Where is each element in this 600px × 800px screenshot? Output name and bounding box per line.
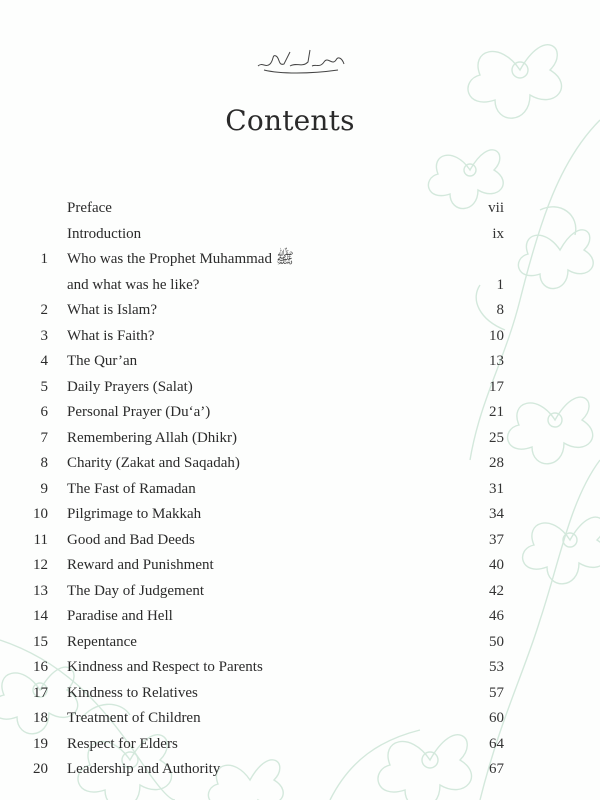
toc-chapter-title: Kindness and Respect to Parents <box>67 659 263 675</box>
toc-entry[interactable] <box>0 426 600 452</box>
toc-chapter-title: Paradise and Hell <box>67 608 173 624</box>
toc-chapter-number: 3 <box>40 327 48 344</box>
toc-entry[interactable] <box>0 681 600 707</box>
toc-page-number: 53 <box>489 659 504 675</box>
toc-entry[interactable] <box>0 349 600 375</box>
toc-chapter-number: 15 <box>33 633 48 650</box>
toc-chapter-number: 4 <box>40 353 48 369</box>
page-title: Contents <box>225 104 355 137</box>
toc-entry[interactable] <box>0 579 600 605</box>
toc-page-number: 60 <box>489 710 504 726</box>
toc-page-number: 13 <box>489 353 504 369</box>
toc-page-number: 21 <box>489 404 504 420</box>
toc-page-number: 34 <box>489 506 504 522</box>
toc-chapter-title: Good and Bad Deeds <box>67 531 195 548</box>
toc-entry[interactable] <box>0 502 600 528</box>
toc-page-number: 31 <box>489 480 504 497</box>
toc-entry[interactable] <box>0 273 600 299</box>
toc-chapter-title: Personal Prayer (Du‘a’) <box>67 404 211 420</box>
toc-page-number: 1 <box>496 276 504 293</box>
toc-entry[interactable] <box>0 655 600 681</box>
toc-chapter-number: 20 <box>33 761 48 777</box>
toc-page-number: 10 <box>489 327 504 344</box>
toc-page-number: vii <box>488 200 504 216</box>
toc-chapter-number: 5 <box>40 378 48 395</box>
toc-chapter-number: 9 <box>40 480 48 497</box>
toc-entry[interactable] <box>0 400 600 426</box>
toc-chapter-number: 13 <box>33 582 48 599</box>
toc-chapter-number: 19 <box>33 735 48 752</box>
toc-entry[interactable] <box>0 222 600 248</box>
toc-page-number: 8 <box>496 302 504 318</box>
toc-page-number: 64 <box>489 735 504 752</box>
toc-page-number: 40 <box>489 557 504 573</box>
toc-chapter-number: 10 <box>33 506 48 522</box>
toc-chapter-title: What is Islam? <box>67 302 157 318</box>
toc-entry[interactable] <box>0 477 600 503</box>
toc-entry[interactable] <box>0 604 600 630</box>
toc-chapter-number: 7 <box>40 429 48 446</box>
toc-chapter-title: Pilgrimage to Makkah <box>67 506 202 522</box>
toc-chapter-number: 12 <box>33 557 48 573</box>
toc-chapter-title: Leadership and Authority <box>67 761 221 777</box>
toc-chapter-title: Preface <box>67 200 112 216</box>
toc-entry[interactable] <box>0 732 600 758</box>
toc-chapter-title: Repentance <box>67 633 137 650</box>
toc-chapter-title: Treatment of Children <box>67 710 201 726</box>
toc-chapter-title: Respect for Elders <box>67 735 178 752</box>
toc-chapter-number: 18 <box>33 710 48 726</box>
toc-chapter-number: 14 <box>33 608 48 624</box>
toc-chapter-title: Introduction <box>67 225 142 242</box>
toc-chapter-title: Kindness to Relatives <box>67 684 198 701</box>
toc-chapter-title: The Fast of Ramadan <box>67 480 196 497</box>
toc-chapter-title: Remembering Allah (Dhikr) <box>67 429 237 446</box>
toc-page-number: 50 <box>489 633 504 650</box>
toc-page-number: 67 <box>489 761 504 777</box>
toc-page-number: 17 <box>489 378 504 395</box>
toc-page-number: 57 <box>489 684 504 701</box>
toc-page-number: 37 <box>489 531 504 548</box>
toc-chapter-title: Who was the Prophet Muhammad ﷺ <box>67 251 294 267</box>
toc-chapter-title: Charity (Zakat and Saqadah) <box>67 455 240 471</box>
toc-entry[interactable] <box>0 247 600 273</box>
toc-entry[interactable] <box>0 630 600 656</box>
toc-entry[interactable] <box>0 375 600 401</box>
toc-page-number: 25 <box>489 429 504 446</box>
toc-chapter-title: What is Faith? <box>67 327 155 344</box>
toc-chapter-number: 2 <box>40 302 48 318</box>
bismillah-calligraphy <box>250 44 350 76</box>
toc-chapter-title: The Qur’an <box>67 353 138 369</box>
toc-chapter-number: 8 <box>40 455 48 471</box>
toc-chapter-number: 16 <box>33 659 48 675</box>
toc-entry[interactable] <box>0 451 600 477</box>
toc-page-number: 42 <box>489 582 504 599</box>
toc-chapter-title: and what was he like? <box>67 276 200 293</box>
toc-chapter-title: Reward and Punishment <box>67 557 214 573</box>
toc-entry[interactable] <box>0 298 600 324</box>
toc-page-number: ix <box>492 225 504 242</box>
toc-chapter-title: Daily Prayers (Salat) <box>67 378 193 395</box>
toc-entry[interactable] <box>0 528 600 554</box>
toc-chapter-title: The Day of Judgement <box>67 582 205 599</box>
toc-entry[interactable] <box>0 757 600 783</box>
toc-chapter-number: 11 <box>33 531 48 548</box>
toc-chapter-number: 17 <box>33 684 48 701</box>
toc-chapter-number: 6 <box>40 404 48 420</box>
toc-entry[interactable] <box>0 196 600 222</box>
toc-chapter-number: 1 <box>40 251 48 267</box>
table-of-contents <box>0 196 600 783</box>
toc-entry[interactable] <box>0 324 600 350</box>
toc-page-number: 46 <box>489 608 504 624</box>
toc-page-number: 28 <box>489 455 504 471</box>
toc-entry[interactable] <box>0 553 600 579</box>
toc-entry[interactable] <box>0 706 600 732</box>
